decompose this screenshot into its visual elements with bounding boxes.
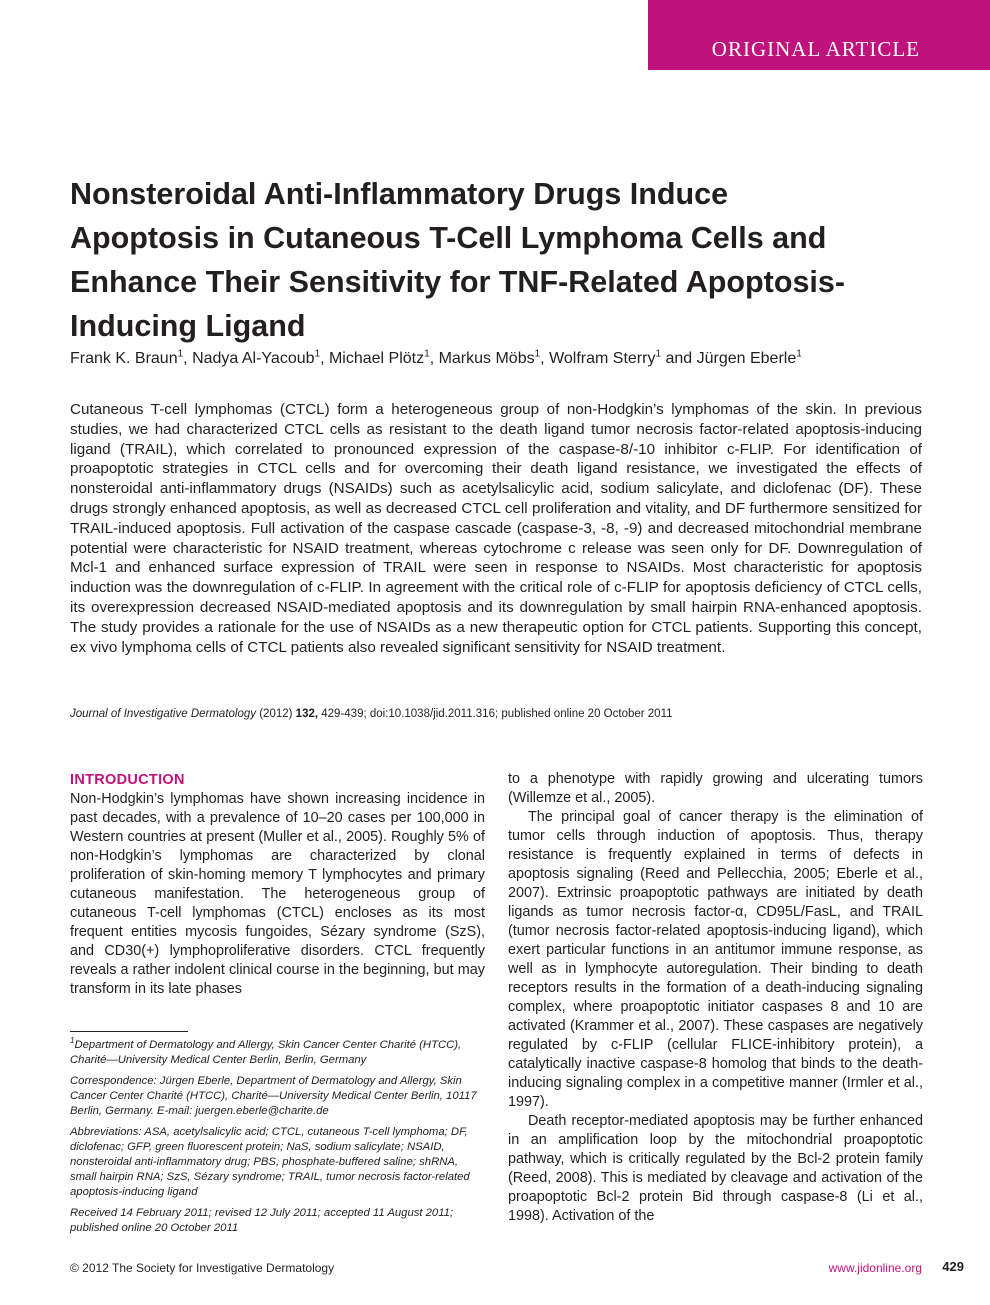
right-column [508,770,923,1226]
abstract: Cutaneous T-cell lymphomas (CTCL) form a heterogeneous group of non-Hodgkin’s lymphomas of the skin. In previous studies, we had characterized CTCL cells as resistant to the death ligand tumor necrosis factor-related apoptosis-inducing ligand (TRAIL), which correlated to pronounced expression of the caspase-8/-10 inhibitor c-FLIP. For identification of proapoptotic strategies in CTCL cells and for overcoming their death ligand resistance, we investigated the effects of nonsteroidal anti-inflammatory drugs (NSAIDs) such as acetylsalicylic acid, sodium salicylate, and diclofenac (DF). These drugs strongly enhanced apoptosis, as well as decreased CTCL cell proliferation and vitality, and DF furthermore sensitized for TRAIL-induced apoptosis. Full activation of the caspase cascade (caspase-3, -8, -9) and decreased mitochondrial membrane potential were characteristic for NSAID treatment, whereas cytochrome c release was seen only for DF. Downregulation of Mcl-1 and enhanced surface expression of TRAIL were seen in response to NSAIDs. Most characteristic for apoptosis induction was the downregulation of c-FLIP. In agreement with the critical role of c-FLIP for apoptosis deficiency of CTCL cells, its overexpression decreased NSAID-mediated apoptosis and its downregulation by small hairpin RNA-enhanced apoptosis. The study provides a rationale for the use of NSAIDs as a new therapeutic option for CTCL patients. Supporting this concept, ex vivo lymphoma cells of CTCL patients also revealed significant sensitivity for NSAID treatment. [70,401,922,656]
footnote-abbreviations: Abbreviations: ASA, acetylsalicylic acid; CTCL, cutaneous T-cell lymphoma; DF, diclofenac; GFP, green fluorescent protein; NaS, sodium salicylate; NSAID, nonsteroidal anti-inflammatory drug; PBS, phosphate-buffered saline; shRNA, small hairpin RNA; SzS, Sézary syndrome; TRAIL, tumor necrosis factor-related apoptosis-inducing ligand [70,1126,470,1198]
author: Nadya Al-Yacoub$^1$, [192,348,329,367]
citation-volume: 132, [295,708,319,720]
footnote-correspondence: Correspondence: Jürgen Eberle, Department of Dermatology and Allergy, Skin Cancer Center Charité (HTCC), Charité—University Medical Center Berlin, 10117 Berlin, Germany. E-mail: juergen.eberle@charite.de [70,1075,477,1117]
citation-year: (2012) [259,708,293,720]
section-banner [648,0,990,70]
author: Frank K. Braun$^1$, [70,348,193,367]
introduction-heading: INTRODUCTION [70,772,185,788]
article-title: Nonsteroidal Anti-Inflammatory Drugs Induce Apoptosis in Cutaneous T-Cell Lymphoma Cells and Enhance Their Sensitivity for TNF-Related Apoptosis-Inducing Ligand [70,177,846,343]
citation-details: 429-439; doi:10.1038/jid.2011.316; published online 20 October 2011 [321,708,673,720]
footnote-dates: Received 14 February 2011; revised 12 July 2011; accepted 11 August 2011; published online 20 October 2011 [70,1207,454,1234]
section-label: ORIGINAL ARTICLE [711,37,920,61]
intro-paragraph-1: Non-Hodgkin’s lymphomas have shown increasing incidence in past decades, with a prevalence of 10–20 cases per 100,000 in Western countries at present (Muller et al., 2005). Roughly 5% of non-Hodgkin’s lymphomas are characterized by clonal proliferation of skin-homing memory T lymphocytes and primary cutaneous manifestation. The heterogeneous group of cutaneous T-cell lymphomas (CTCL) encloses as its most frequent entities mycosis fungoides, Sézary syndrome (SzS), and CD30(+) lymphoproliferative disorders. CTCL frequently reveals a rather indolent clinical course in the beginning, but may transform in its late phases [70,791,485,997]
author: Wolfram Sterry$^1$ and [549,348,697,367]
footnote-affiliation: $^1$Department of Dermatology and Allergy, Skin Cancer Center Charité (HTCC), Charité—University Medical Center Berlin, Berlin, Germany [70,1036,462,1066]
footer-url-link[interactable]: www.jidonline.org [828,1261,922,1275]
footer-copyright: © 2012 The Society for Investigative Dermatology [70,1261,335,1275]
author: Jürgen Eberle$^1$ [696,348,802,367]
citation-line [70,706,922,722]
left-column [70,770,485,1242]
intro-paragraph-3: Death receptor-mediated apoptosis may be further enhanced in an amplification loop by the mitochondrial proapoptotic pathway, which is critically regulated by the Bcl-2 protein family (Reed, 2008). This is mediated by cleavage and activation of the proapoptotic Bcl-2 protein Bid through caspase-8 (Li et al., 1998). Activation of the [508,1113,923,1224]
author-list [70,348,950,370]
page-number: 429 [942,1259,964,1274]
journal-name: Journal of Investigative Dermatology [70,708,257,720]
intro-continuation: to a phenotype with rapidly growing and ulcerating tumors (Willemze et al., 2005). [508,771,923,806]
author: Michael Plötz$^1$, [328,348,439,367]
intro-paragraph-2: The principal goal of cancer therapy is the elimination of tumor cells through induction of apoptosis. Thus, therapy resistance is frequently explained in terms of defects in apoptosis signaling (Reed and Pellecchia, 2005; Eberle et al., 2007). Extrinsic proapoptotic pathways are initiated by death ligands as tumor necrosis factor-α, CD95L/FasL, and TRAIL (tumor necrosis factor-related apoptosis-inducing ligand), which exert particular functions in an antitumor immune response, as well as in lymphocyte autoregulation. Their binding to death receptors results in the formation of a death-inducing signaling complex, where proapoptotic initiator caspases 8 and 10 are activated (Krammer et al., 2007). These caspases are negatively regulated by c-FLIP (cellular FLICE-inhibitory protein), a catalytically inactive caspase-8 homolog that binds to the death-inducing signaling complex in a competitive manner (Irmler et al., 1997). [508,809,923,1110]
author: Markus Möbs$^1$, [438,348,550,367]
footnote-divider [70,1031,188,1032]
